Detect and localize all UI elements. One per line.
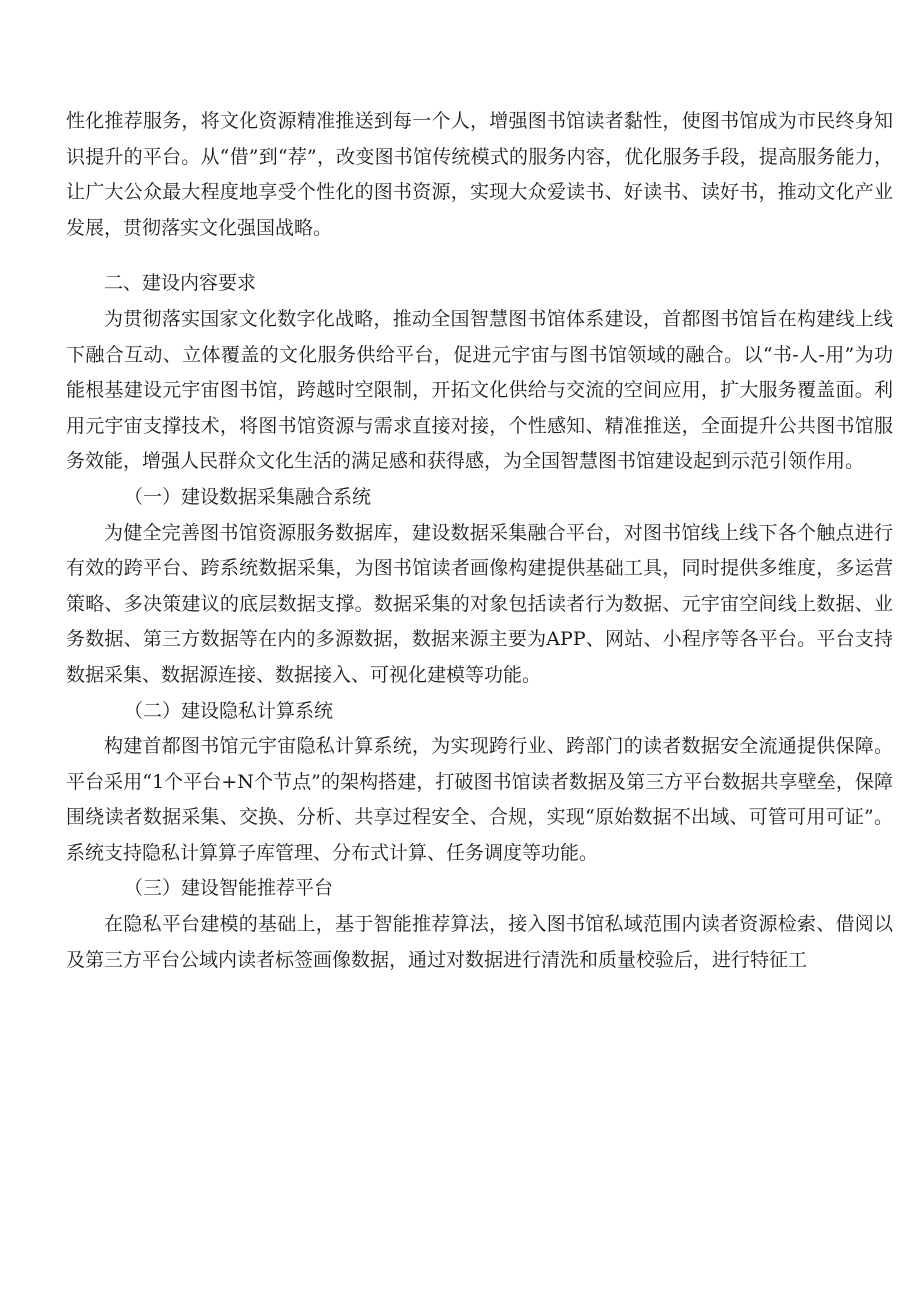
subsection-heading-1: （一）建设数据采集融合系统 [124, 485, 372, 508]
subsection-heading-3: （三）建设智能推荐平台 [124, 877, 334, 900]
document-body [66, 104, 893, 978]
paragraph-intro-continued: 性化推荐服务，将文化资源精准推送到每一个人，增强图书馆读者黏性，使图书馆成为市民终身知识提升的平台。从“借”到“荐”，改变图书馆传统模式的服务内容，优化服务手段，提高服务能力，让广大公众最大程度地享受个性化的图书资源，实现大众爱读书、好读书、读好书，推动文化产业发展，贯彻落实文化强国战略。 [66, 110, 893, 239]
paragraph-recommendation: 在隐私平台建模的基础上，基于智能推荐算法，接入图书馆私域范围内读者资源检索、借阅以及第三方平台公域内读者标签画像数据，通过对数据进行清洗和质量校验后，进行特征工 [66, 913, 893, 971]
paragraph-section-2-overview: 为贯彻落实国家文化数字化战略，推动全国智慧图书馆体系建设，首都图书馆旨在构建线上线下融合互动、立体覆盖的文化服务供给平台，促进元宇宙与图书馆领域的融合。以“书-人-用”为功能根基建设元宇宙图书馆，跨越时空限制，开拓文化供给与交流的空间应用，扩大服务覆盖面。利用元宇宙支撑技术，将图书馆资源与需求直接对接，个性感知、精准推送，全面提升公共图书馆服务效能，增强人民群众文化生活的满足感和获得感，为全国智慧图书馆建设起到示范引领作用。 [66, 307, 893, 473]
paragraph-privacy-computing: 构建首都图书馆元宇宙隐私计算系统，为实现跨行业、跨部门的读者数据安全流通提供保障。平台采用“1个平台+N个节点”的架构搭建，打破图书馆读者数据及第三方平台数据共享壁垒，保障围绕读者数据采集、交换、分析、共享过程安全、合规，实现“原始数据不出域、可管可用可证”。系统支持隐私计算算子库管理、分布式计算、任务调度等功能。 [66, 735, 893, 864]
section-heading-2: 二、建设内容要求 [104, 272, 257, 295]
subsection-heading-2: （二）建设隐私计算系统 [124, 699, 334, 722]
paragraph-data-collection: 为健全完善图书馆资源服务数据库，建设数据采集融合平台，对图书馆线上线下各个触点进行有效的跨平台、跨系统数据采集，为图书馆读者画像构建提供基础工具，同时提供多维度，多运营策略、多决策建议的底层数据支撑。数据采集的对象包括读者行为数据、元宇宙空间线上数据、业务数据、第三方数据等在内的多源数据，数据来源主要为APP、网站、小程序等各平台。平台支持数据采集、数据源连接、数据接入、可视化建模等功能。 [66, 521, 893, 686]
